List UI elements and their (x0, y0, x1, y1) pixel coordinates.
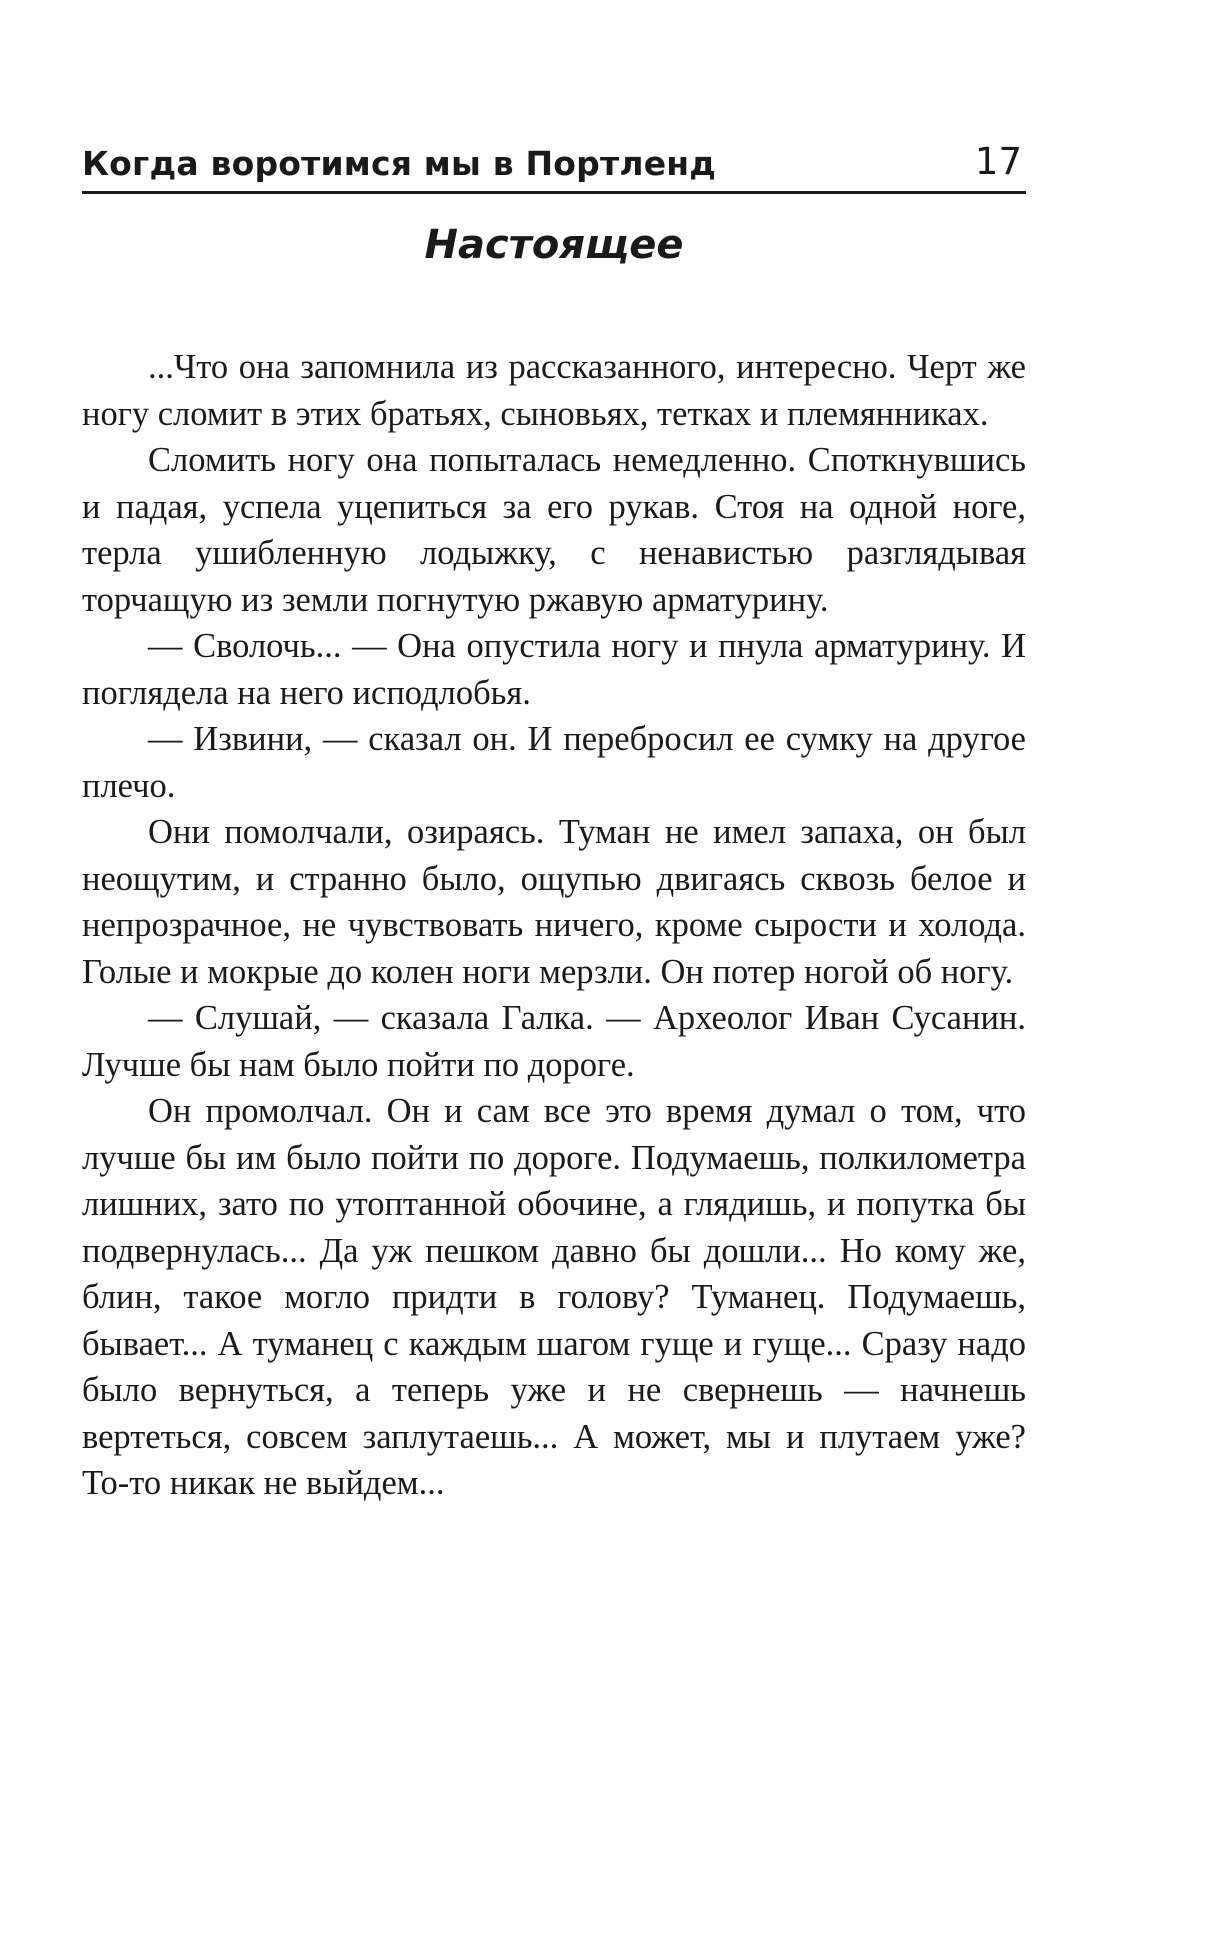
paragraph: Они помолчали, озираясь. Туман не имел запаха, он был неощутим, и странно было, ощупью двигаясь сквозь белое и непрозрачное, не чувствовать ничего, кроме сырости и холода. Голые и мокрые до колен ноги мерзли. Он потер ногой об ногу. (82, 813, 1026, 991)
body-text (82, 344, 1026, 1507)
paragraph: ...Что она запомнила из рассказанного, интересно. Черт же ногу сломит в этих братьях, сыновьях, тетках и племянниках. (82, 348, 1026, 433)
paragraph: — Извини, — сказал он. И перебросил ее сумку на другое плечо. (82, 720, 1026, 805)
paragraph: Сломить ногу она попыталась немедленно. Споткнувшись и падая, успела уцепиться за его рукав. Стоя на одной ноге, терла ушибленную лодыжку, с ненавистью разглядывая торчащую из земли погнутую ржавую арматурину. (82, 441, 1026, 619)
paragraph: — Слушай, — сказала Галка. — Археолог Иван Сусанин. Лучше бы нам было пойти по дороге. (82, 999, 1026, 1084)
paragraph: Он промолчал. Он и сам все это время думал о том, что лучше бы им было пойти по дороге. Подумаешь, полкилометра лишних, зато по утоптанной обочине, а глядишь, и попутка бы подвернулась... Да уж пешком давно бы дошли... Но кому же, блин, такое могло придти в голову? Туманец. Подумаешь, бывает... А туманец с каждым шагом гуще и гуще... Сразу надо было вернуться, а теперь уже и не свернешь — начнешь вертеться, совсем заплутаешь... А может, мы и плутаем уже? То-то никак не выйдем... (82, 1092, 1026, 1502)
chapter-title: Настоящее (424, 222, 684, 268)
book-page (82, 0, 1026, 1949)
page-number: 17 (974, 140, 1022, 183)
running-header (82, 136, 1026, 194)
paragraph: — Сволочь... — Она опустила ногу и пнула арматурину. И поглядела на него исподлобья. (82, 627, 1026, 712)
running-title: Когда воротимся мы в Портленд (82, 144, 717, 183)
